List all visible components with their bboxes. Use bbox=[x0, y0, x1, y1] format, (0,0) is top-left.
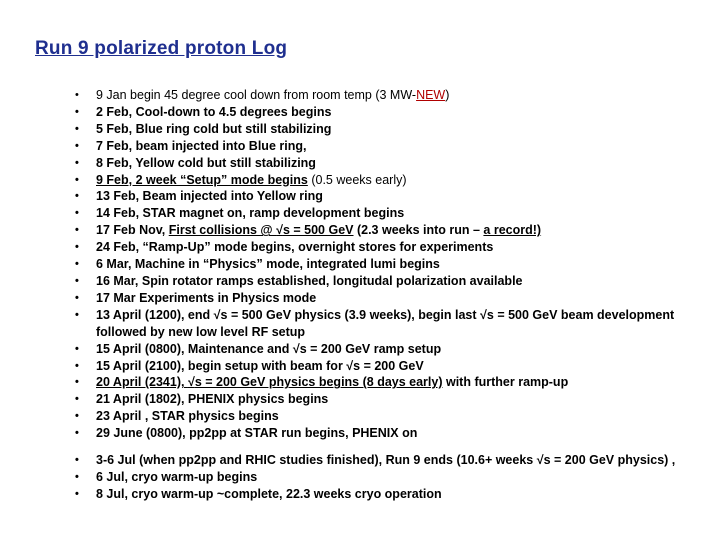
bullet: • bbox=[75, 342, 79, 355]
log-item-9-jan: • 9 Jan begin 45 degree cool down from room temp (3 MW-NEW) bbox=[75, 88, 450, 102]
log-item-2-feb: • 2 Feb, Cool-down to 4.5 degrees begins bbox=[75, 104, 332, 119]
bullet: • bbox=[75, 241, 79, 254]
log-item-8-feb: • 8 Feb, Yellow cold but still stabilizing bbox=[75, 155, 316, 170]
bullet: • bbox=[75, 359, 79, 372]
bullet: • bbox=[75, 139, 79, 152]
log-item-13-april: • 13 April (1200), end √s = 500 GeV physics (3.9 weeks), begin last √s = 500 GeV beam development followed by new low level RF setup bbox=[75, 307, 675, 339]
sqrt-symbol: √ bbox=[536, 453, 544, 467]
log-item-6-mar: • 6 Mar, Machine in “Physics” mode, integrated lumi begins bbox=[75, 257, 440, 272]
bullet: • bbox=[75, 274, 79, 287]
sqrt-symbol: √ bbox=[276, 223, 283, 238]
bullet: • bbox=[75, 410, 79, 423]
bullet: • bbox=[75, 291, 79, 304]
end-item-8-jul: • 8 Jul, cryo warm-up ~complete, 22.3 weeks cryo operation bbox=[75, 486, 442, 501]
end-item-3-6-jul: • 3-6 Jul (when pp2pp and RHIC studies finished), Run 9 ends (10.6+ weeks √s = 200 GeV physics) , bbox=[75, 453, 676, 467]
sqrt-symbol: √ bbox=[187, 375, 195, 390]
sqrt-symbol: √ bbox=[292, 341, 300, 356]
log-item-16-mar: • 16 Mar, Spin rotator ramps established, longitudal polarization available bbox=[75, 273, 523, 288]
end-item-6-jul: • 6 Jul, cryo warm-up begins bbox=[75, 469, 258, 484]
log-item-24-feb: • 24 Feb, “Ramp-Up” mode begins, overnight stores for experiments bbox=[75, 240, 494, 255]
bullet: • bbox=[75, 393, 79, 406]
bullet: • bbox=[75, 190, 79, 203]
bullet: • bbox=[75, 376, 79, 389]
log-item-7-feb: • 7 Feb, beam injected into Blue ring, bbox=[75, 138, 307, 153]
log-item-17-mar: • 17 Mar Experiments in Physics mode bbox=[75, 290, 317, 305]
bullet: • bbox=[75, 427, 79, 440]
sqrt-symbol: √ bbox=[213, 307, 221, 322]
bullet: • bbox=[75, 173, 79, 186]
bullet: • bbox=[75, 105, 79, 118]
run-end-list bbox=[75, 452, 700, 503]
log-item-13-feb: • 13 Feb, Beam injected into Yellow ring bbox=[75, 189, 323, 204]
log-item-9-feb: • 9 Feb, 2 week “Setup” mode begins (0.5 weeks early) bbox=[75, 172, 407, 187]
log-item-14-feb: • 14 Feb, STAR magnet on, ramp development begins bbox=[75, 206, 405, 221]
log-item-5-feb: • 5 Feb, Blue ring cold but still stabilizing bbox=[75, 121, 332, 136]
bullet: • bbox=[75, 122, 79, 135]
log-item-23-april: • 23 April , STAR physics begins bbox=[75, 409, 279, 424]
run-log-list bbox=[75, 87, 700, 442]
log-item-15-april-0800: • 15 April (0800), Maintenance and √s = 200 GeV ramp setup bbox=[75, 341, 442, 356]
bullet: • bbox=[75, 89, 79, 101]
sqrt-symbol: √ bbox=[346, 358, 354, 373]
log-item-20-april: • 20 April (2341), √s = 200 GeV physics begins (8 days early) with further ramp-up bbox=[75, 375, 569, 390]
bullet: • bbox=[75, 308, 79, 321]
page-title: Run 9 polarized proton Log bbox=[35, 38, 288, 59]
log-item-15-april-2100: • 15 April (2100), begin setup with beam for √s = 200 GeV bbox=[75, 358, 424, 373]
sqrt-symbol: √ bbox=[480, 307, 487, 322]
log-item-29-june: • 29 June (0800), pp2pp at STAR run begins, PHENIX on bbox=[75, 426, 418, 441]
bullet: • bbox=[75, 156, 79, 169]
bullet: • bbox=[75, 470, 79, 483]
bullet: • bbox=[75, 454, 79, 466]
bullet: • bbox=[75, 224, 79, 237]
bullet: • bbox=[75, 487, 79, 500]
log-item-17-feb: • 17 Feb Nov, First collisions @ √s = 500 GeV (2.3 weeks into run – a record!) bbox=[75, 223, 542, 238]
new-label: NEW bbox=[416, 88, 446, 102]
log-item-21-april: • 21 April (1802), PHENIX physics begins bbox=[75, 392, 329, 407]
bullet: • bbox=[75, 207, 79, 220]
bullet: • bbox=[75, 258, 79, 271]
